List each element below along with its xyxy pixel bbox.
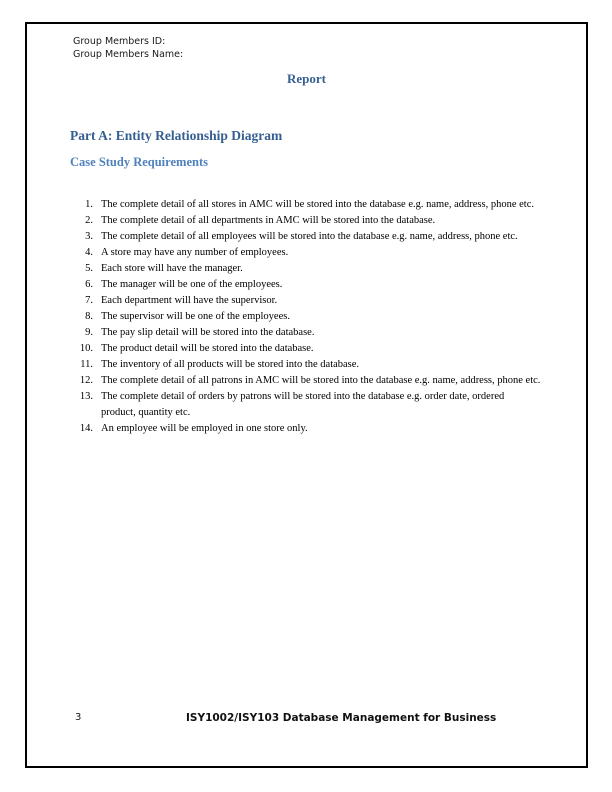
list-item-text: Each department will have the supervisor.	[101, 295, 278, 306]
list-item	[73, 229, 543, 245]
list-item	[73, 341, 543, 357]
list-item-number: 6.	[85, 279, 93, 290]
list-item-text: A store may have any number of employees.	[101, 247, 289, 258]
subsection-heading-case-study: Case Study Requirements	[70, 155, 208, 169]
list-item-text: The manager will be one of the employees.	[101, 279, 283, 290]
list-item-text: The inventory of all products will be stored into the database.	[101, 359, 360, 370]
list-item-number: 10.	[79, 343, 93, 354]
list-item-text: The supervisor will be one of the employees.	[101, 311, 290, 322]
list-item	[73, 277, 543, 293]
group-members-id-label: Group Members ID:	[73, 36, 166, 47]
list-item-text: The complete detail of orders by patrons will be stored into the database e.g. order date, ordered product, quantity etc.	[101, 391, 505, 418]
list-item-number: 5.	[85, 263, 93, 274]
section-heading-part-a: Part A: Entity Relationship Diagram	[70, 128, 283, 143]
list-item-number: 14.	[79, 423, 93, 434]
list-item-text: The product detail will be stored into the database.	[101, 343, 314, 354]
list-item-text: The complete detail of all patrons in AMC will be stored into the database e.g. name, address, phone etc.	[101, 375, 541, 386]
requirements-list	[73, 197, 543, 437]
list-item	[73, 389, 543, 421]
list-item-number: 1.	[85, 199, 93, 210]
group-members-name-label: Group Members Name:	[73, 48, 184, 60]
list-item	[73, 293, 543, 309]
list-item-number: 4.	[85, 247, 93, 258]
list-item	[73, 373, 543, 389]
list-item-number: 8.	[85, 311, 93, 322]
list-item-number: 7.	[85, 295, 93, 306]
list-item-text: The complete detail of all stores in AMC will be stored into the database e.g. name, address, phone etc.	[101, 199, 535, 210]
list-item	[73, 421, 543, 437]
list-item	[73, 325, 543, 341]
list-item	[73, 213, 543, 229]
list-item-text: The complete detail of all departments in AMC will be stored into the database.	[101, 215, 436, 226]
list-item	[73, 261, 543, 277]
list-item-number: 12.	[79, 375, 93, 386]
list-item-text: The complete detail of all employees will be stored into the database e.g. name, address, phone etc.	[101, 231, 518, 242]
list-item	[73, 357, 543, 373]
list-item-number: 11.	[80, 359, 93, 370]
list-item-text: An employee will be employed in one store only.	[101, 423, 308, 434]
page-footer	[0, 712, 612, 728]
list-item-number: 9.	[85, 327, 93, 338]
report-title: Report	[287, 71, 326, 86]
list-item-text: Each store will have the manager.	[101, 263, 243, 274]
footer-course-title: ISY1002/ISY103 Database Management for Business	[186, 712, 497, 724]
document-header	[73, 36, 183, 61]
list-item-text: The pay slip detail will be stored into the database.	[101, 327, 315, 338]
list-item-number: 3.	[85, 231, 93, 242]
list-item-number: 2.	[85, 215, 93, 226]
list-item	[73, 245, 543, 261]
list-item	[73, 309, 543, 325]
page-number: 3	[75, 712, 82, 723]
list-item-number: 13.	[79, 391, 93, 402]
list-item	[73, 197, 543, 213]
